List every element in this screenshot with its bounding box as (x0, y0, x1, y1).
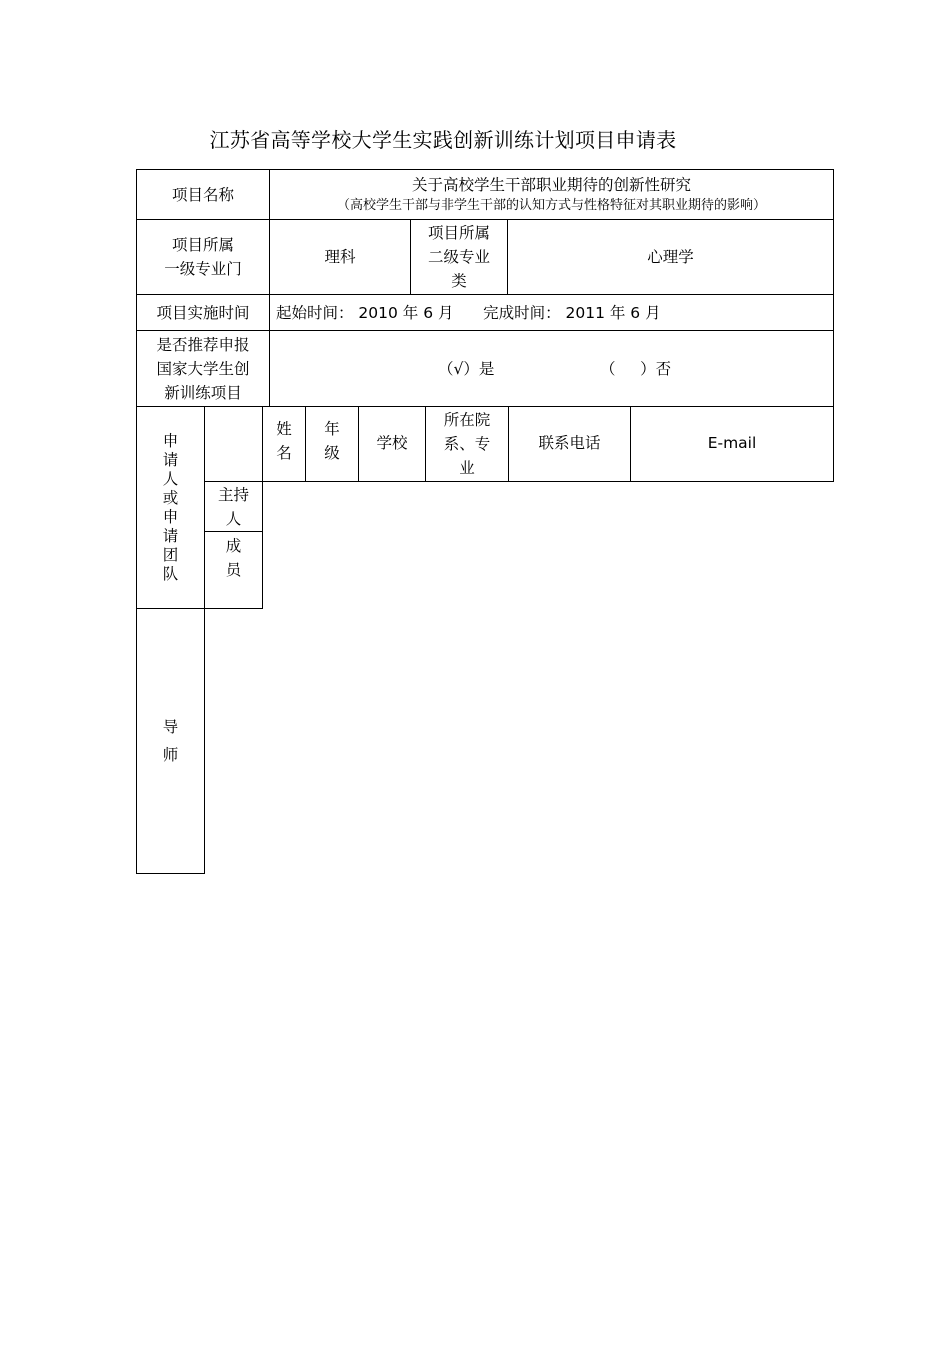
page-title: 江苏省高等学校大学生实践创新训练计划项目申请表 (209, 128, 677, 152)
header-phone: 联系电话 (508, 406, 631, 482)
label-line: 国家大学生创 (156, 359, 250, 378)
header-char: 姓 (276, 420, 292, 438)
label-line: 人 (225, 509, 242, 528)
implementation-time-value: 起始时间： 2010 年 6 月 完成时间： 2011 年 6 月 (269, 294, 834, 331)
project-name-subtitle: （高校学生干部与非学生干部的认知方式与性格特征对其职业期待的影响） (336, 197, 766, 213)
label-char: 队 (162, 564, 179, 583)
label-char: 导 (162, 718, 179, 736)
first-level-subject-label (136, 219, 270, 295)
header-char: 年 (324, 420, 340, 438)
implementation-time-label: 项目实施时间 (136, 294, 270, 331)
label-line: 一级专业门 (164, 260, 242, 278)
label-line: 员 (225, 561, 242, 579)
label-line: 项目所属 (427, 224, 490, 242)
recommend-no-option[interactable]: （ ）否 (600, 359, 672, 378)
host-label (204, 481, 263, 532)
project-name-value (269, 169, 834, 220)
label-line: 新训练项目 (164, 383, 242, 402)
header-line: 系、专 (443, 435, 491, 453)
header-school: 学校 (358, 406, 426, 482)
header-name (262, 406, 306, 482)
label-char: 人 (162, 469, 179, 488)
header-grade (305, 406, 359, 482)
project-name-label: 项目名称 (136, 169, 270, 220)
label-char: 请 (162, 526, 179, 545)
label-line: 是否推荐申报 (156, 335, 250, 354)
label-char: 师 (162, 746, 179, 764)
member-label (204, 531, 263, 609)
second-level-subject-value: 心理学 (507, 219, 834, 295)
team-header-corner (204, 406, 263, 482)
header-department (425, 406, 509, 482)
advisor-label (136, 608, 205, 874)
label-char: 请 (162, 450, 179, 469)
label-char: 团 (162, 545, 179, 564)
header-char: 名 (276, 444, 292, 462)
applicant-team-label (136, 406, 205, 609)
label-line: 成 (225, 537, 242, 555)
project-name-main: 关于高校学生干部职业期待的创新性研究 (411, 175, 691, 194)
header-line: 所在院 (443, 411, 491, 429)
label-char: 或 (162, 488, 179, 507)
label-char: 申 (162, 507, 179, 526)
label-line: 类 (451, 272, 467, 290)
recommend-options (269, 330, 834, 407)
header-email: E-mail (630, 406, 834, 482)
label-line: 二级专业 (427, 248, 490, 266)
header-char: 级 (324, 444, 340, 462)
header-line: 业 (459, 459, 475, 477)
second-level-subject-label (410, 219, 508, 295)
label-line: 主持 (217, 485, 249, 504)
first-level-subject-value: 理科 (269, 219, 411, 295)
recommend-label (136, 330, 270, 407)
recommend-yes-option[interactable]: （√）是 (438, 359, 495, 378)
label-line: 项目所属 (171, 236, 234, 254)
label-char: 申 (162, 431, 179, 450)
